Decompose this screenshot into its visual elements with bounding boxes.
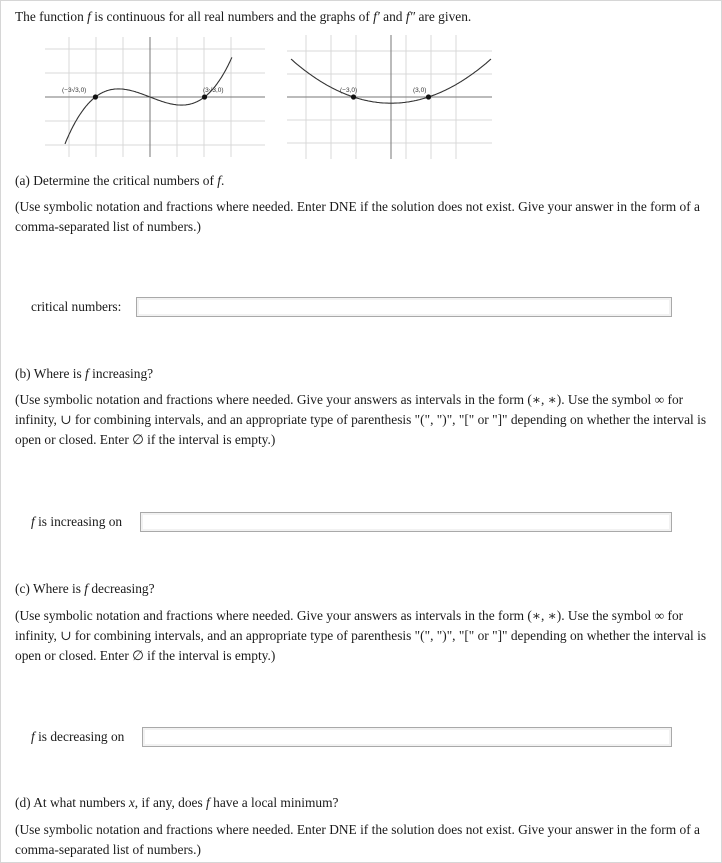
question-a-text: (a) Determine the critical numbers of f.	[15, 173, 225, 188]
instructions-a: (Use symbolic notation and fractions where needed. Enter DNE if the solution does not exist. Give your answer in the form of a comma-separated list of numbers.)	[15, 199, 700, 234]
question-b-text: (b) Where is f increasing?	[15, 366, 154, 381]
increasing-input[interactable]	[140, 512, 672, 532]
f-prime-label-neg: (−3√3,0)	[62, 87, 87, 94]
f-prime-point-pos	[202, 94, 207, 99]
instructions-c: (Use symbolic notation and fractions where needed. Give your answers as intervals in the form (∗, ∗). Use the symbol ∞ for infinity, ∪ for combining intervals, and an appropriate type of parenthesis "(", ")", "[" or "]" depending on whether the interval is open or closed. Enter ∅ if the interval is empty.)	[15, 608, 707, 663]
f-double-prime-point-neg	[351, 94, 356, 99]
graph-f-double-prime	[282, 30, 497, 164]
critical-numbers-input[interactable]	[136, 297, 672, 317]
graph-f-prime	[40, 32, 270, 162]
f-prime-label-pos: (3√3,0)	[203, 87, 224, 94]
instructions-b: (Use symbolic notation and fractions where needed. Give your answers as intervals in the form (∗, ∗). Use the symbol ∞ for infinity, ∪ for combining intervals, and an appropriate type of parenthesis "(", ")", "[" or "]" depending on whether the interval is open or closed. Enter ∅ if the interval is empty.)	[15, 392, 707, 447]
question-d-text: (d) At what numbers x, if any, does f have a local minimum?	[15, 795, 339, 810]
f-double-prime-label-neg: (−3,0)	[340, 87, 358, 94]
critical-numbers-label: critical numbers:	[31, 299, 122, 314]
f-prime-point-neg	[93, 94, 98, 99]
decreasing-label: f is decreasing on	[31, 729, 125, 744]
question-c-text: (c) Where is f decreasing?	[15, 581, 155, 596]
f-double-prime-label-pos: (3,0)	[413, 87, 427, 94]
decreasing-input[interactable]	[142, 727, 672, 747]
instructions-d: (Use symbolic notation and fractions where needed. Enter DNE if the solution does not exist. Give your answer in the form of a comma-separated list of numbers.)	[15, 822, 700, 857]
f-double-prime-point-pos	[426, 94, 431, 99]
f-prime-curve	[65, 57, 232, 143]
increasing-label: f is increasing on	[31, 514, 123, 529]
intro-text: The function f is continuous for all real numbers and the graphs of f′ and f″ are given.	[15, 9, 472, 24]
